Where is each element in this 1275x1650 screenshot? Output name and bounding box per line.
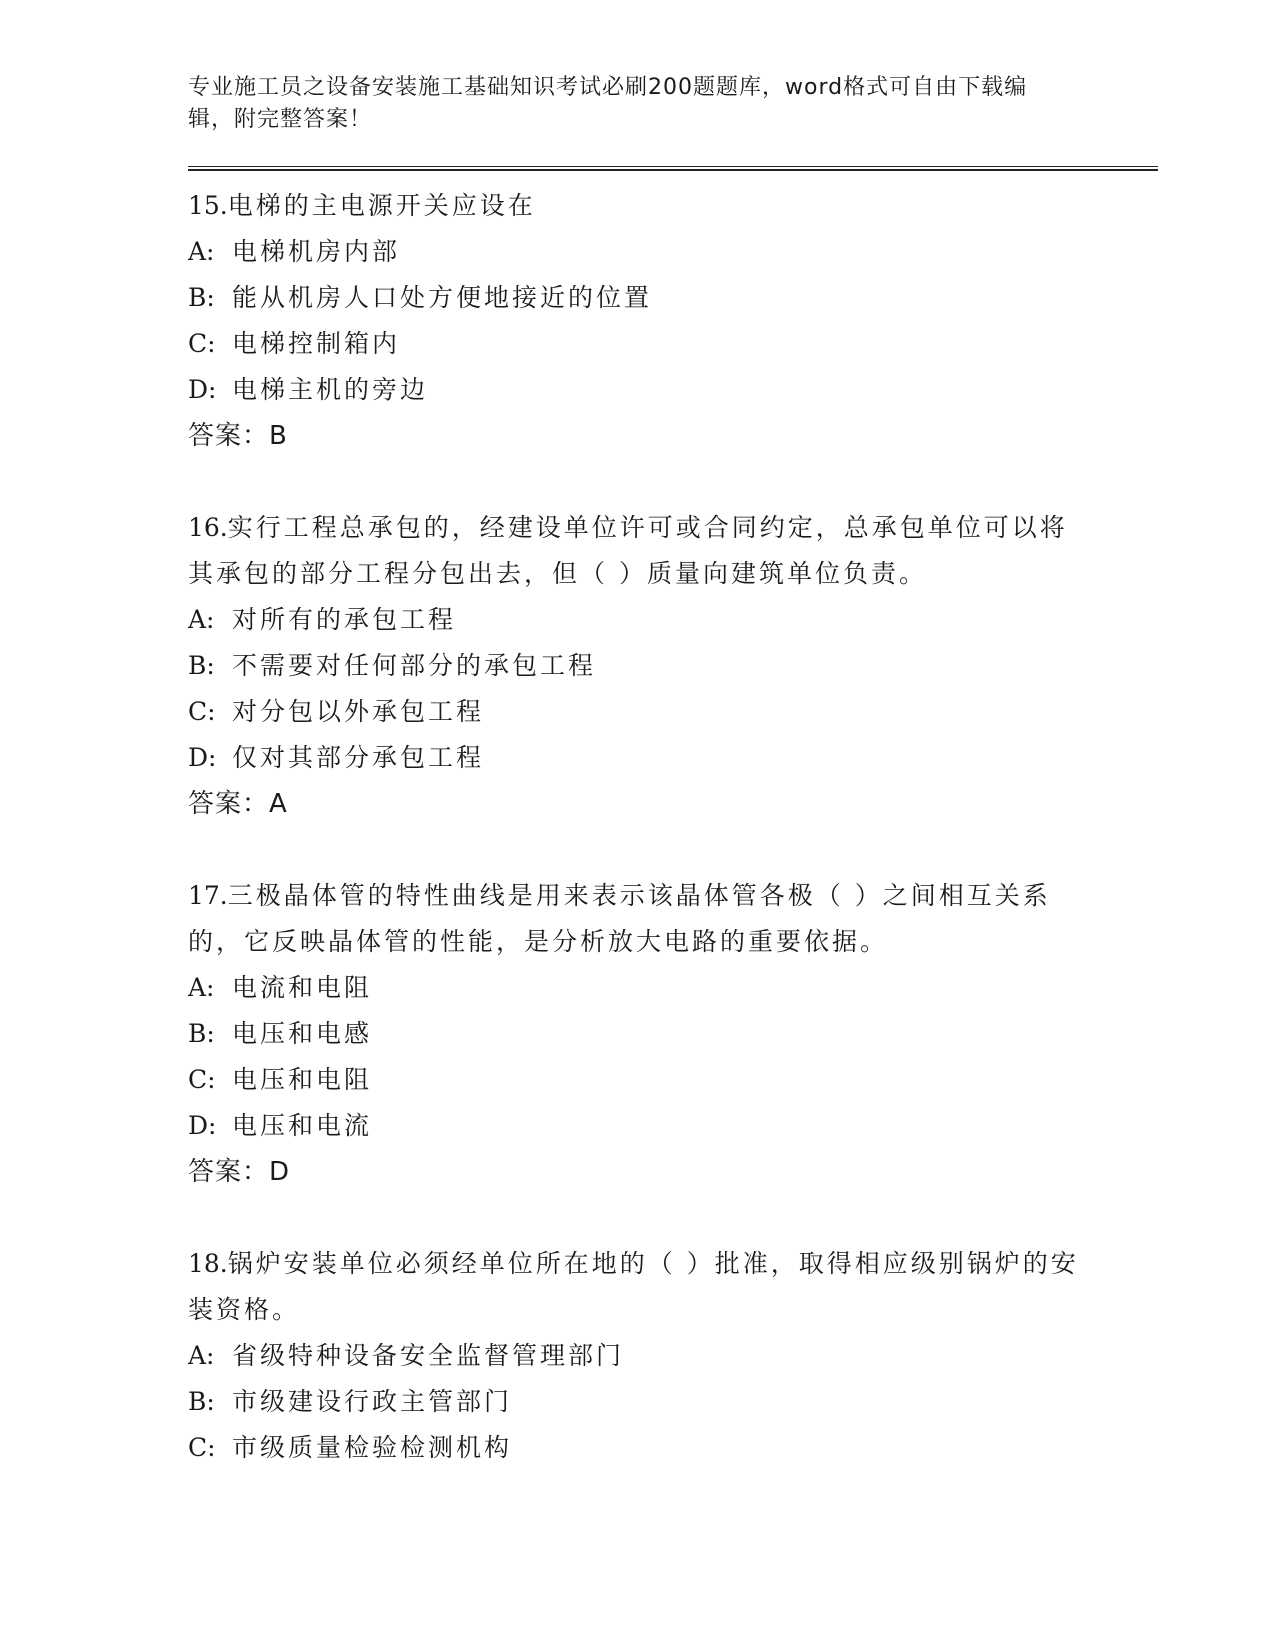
option-letter: A: [188, 1341, 215, 1370]
option-text: 电梯控制箱内 [232, 329, 401, 358]
option-c [188, 689, 1158, 735]
question-number: 18. [188, 1249, 228, 1278]
option-text: 市级建设行政主管部门 [232, 1387, 513, 1416]
option-text: 能从机房人口处方便地接近的位置 [232, 283, 653, 312]
option-text: 电压和电感 [232, 1019, 373, 1048]
question-text: 实行工程总承包的，经建设单位许可或合同约定，总承包单位可以将其承包的部分工程分包出去，但（ ）质量向建筑单位负责。 [188, 513, 1068, 588]
option-letter: A: [188, 973, 215, 1002]
option-text: 电流和电阻 [232, 973, 373, 1002]
option-text: 市级质量检验检测机构 [232, 1433, 513, 1462]
header-divider [188, 166, 1158, 171]
option-letter: A: [188, 237, 215, 266]
option-text: 不需要对任何部分的承包工程 [232, 651, 597, 680]
option-letter: D: [188, 743, 217, 772]
option-letter: B: [188, 283, 215, 312]
option-text: 电压和电流 [232, 1111, 373, 1140]
option-letter: C: [188, 329, 216, 358]
option-letter: A: [188, 605, 215, 634]
question-stem [188, 1241, 1088, 1333]
question-stem [188, 873, 1088, 965]
option-d [188, 735, 1158, 781]
option-a [188, 1333, 1158, 1379]
option-text: 电梯机房内部 [232, 237, 401, 266]
question-text: 三极晶体管的特性曲线是用来表示该晶体管各极（ ）之间相互关系的，它反映晶体管的性能，是分析放大电路的重要依据。 [188, 881, 1051, 956]
answer-line: 答案：D [188, 1157, 291, 1187]
question-stem [188, 183, 1088, 229]
question-17 [188, 873, 1158, 1195]
option-letter: C: [188, 1433, 216, 1462]
option-b [188, 643, 1158, 689]
option-b [188, 275, 1158, 321]
option-d [188, 367, 1158, 413]
option-b [188, 1379, 1158, 1425]
question-text: 电梯的主电源开关应设在 [227, 191, 536, 220]
option-letter: B: [188, 1387, 215, 1416]
question-18 [188, 1241, 1158, 1471]
answer-line: 答案：B [188, 421, 288, 451]
document-header: 专业施工员之设备安装施工基础知识考试必刷200题题库，word格式可自由下载编辑，附完整答案！ [188, 75, 1028, 132]
option-b [188, 1011, 1158, 1057]
answer-line: 答案：A [188, 789, 288, 819]
question-text: 锅炉安装单位必须经单位所在地的（ ）批准，取得相应级别锅炉的安装资格。 [188, 1249, 1079, 1324]
question-list [188, 183, 1158, 1471]
option-letter: D: [188, 1111, 217, 1140]
option-text: 电梯主机的旁边 [232, 375, 429, 404]
option-text: 电压和电阻 [232, 1065, 373, 1094]
option-letter: B: [188, 1019, 215, 1048]
option-text: 对分包以外承包工程 [232, 697, 485, 726]
option-a [188, 965, 1158, 1011]
option-letter: D: [188, 375, 217, 404]
question-16 [188, 505, 1158, 827]
question-stem [188, 505, 1088, 597]
document-page [188, 72, 1158, 1517]
option-letter: B: [188, 651, 215, 680]
option-c [188, 321, 1158, 367]
option-letter: C: [188, 1065, 216, 1094]
option-c [188, 1057, 1158, 1103]
option-a [188, 597, 1158, 643]
option-text: 仅对其部分承包工程 [232, 743, 485, 772]
option-text: 省级特种设备安全监督管理部门 [232, 1341, 625, 1370]
option-c [188, 1425, 1158, 1471]
option-text: 对所有的承包工程 [232, 605, 457, 634]
question-15 [188, 183, 1158, 459]
question-number: 15. [188, 191, 228, 220]
option-a [188, 229, 1158, 275]
question-number: 17. [188, 881, 228, 910]
question-number: 16. [188, 513, 228, 542]
option-letter: C: [188, 697, 216, 726]
option-d [188, 1103, 1158, 1149]
